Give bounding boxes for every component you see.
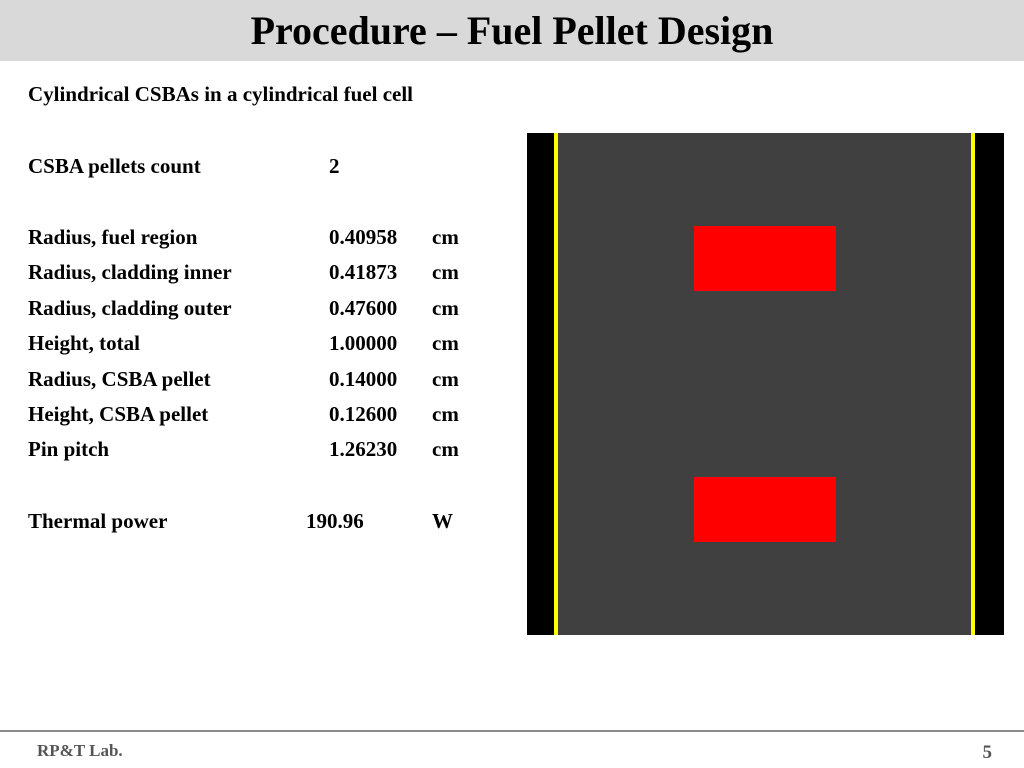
param-value: 1.00000 <box>329 331 398 355</box>
param-row <box>28 401 498 427</box>
subtitle: Cylindrical CSBAs in a cylindrical fuel cell <box>28 82 414 106</box>
fuel-region <box>558 133 972 635</box>
param-label: Thermal power <box>28 509 168 533</box>
param-unit: W <box>432 509 453 533</box>
csba-pellet <box>694 226 836 291</box>
param-row <box>28 295 498 321</box>
page-number: 5 <box>982 742 992 763</box>
param-label: Radius, fuel region <box>28 225 198 249</box>
param-unit: cm <box>432 331 459 355</box>
param-value: 0.41873 <box>329 260 398 284</box>
param-row-pellets-count <box>28 153 498 179</box>
param-unit: cm <box>432 367 459 391</box>
param-value: 0.14000 <box>329 367 398 391</box>
footer-lab-name: RP&T Lab. <box>37 741 123 760</box>
param-row <box>28 366 498 392</box>
param-label: Height, CSBA pellet <box>28 402 209 426</box>
param-unit: cm <box>432 260 459 284</box>
param-value: 190.96 <box>306 509 364 533</box>
param-value: 1.26230 <box>329 437 398 461</box>
param-unit: cm <box>432 225 459 249</box>
param-value: 0.40958 <box>329 225 398 249</box>
footer-divider <box>0 730 1024 732</box>
cladding-line-left <box>554 133 558 635</box>
param-row <box>28 330 498 356</box>
param-row <box>28 436 498 462</box>
param-value: 2 <box>329 154 340 178</box>
param-row <box>28 224 498 250</box>
param-value: 0.12600 <box>329 402 398 426</box>
page-title: Procedure – Fuel Pellet Design <box>250 8 774 53</box>
csba-pellet <box>694 477 836 542</box>
param-label: Pin pitch <box>28 437 110 461</box>
param-unit: cm <box>432 402 459 426</box>
fuel-cell-diagram <box>527 133 1004 635</box>
param-row <box>28 259 498 285</box>
param-unit: cm <box>432 296 459 320</box>
cladding-line-right <box>971 133 975 635</box>
param-row-thermal-power <box>28 508 498 534</box>
param-label: Height, total <box>28 331 140 355</box>
param-value: 0.47600 <box>329 296 398 320</box>
param-unit: cm <box>432 437 459 461</box>
param-label: CSBA pellets count <box>28 154 201 178</box>
param-label: Radius, cladding outer <box>28 296 232 320</box>
param-label: Radius, CSBA pellet <box>28 367 211 391</box>
param-label: Radius, cladding inner <box>28 260 232 284</box>
